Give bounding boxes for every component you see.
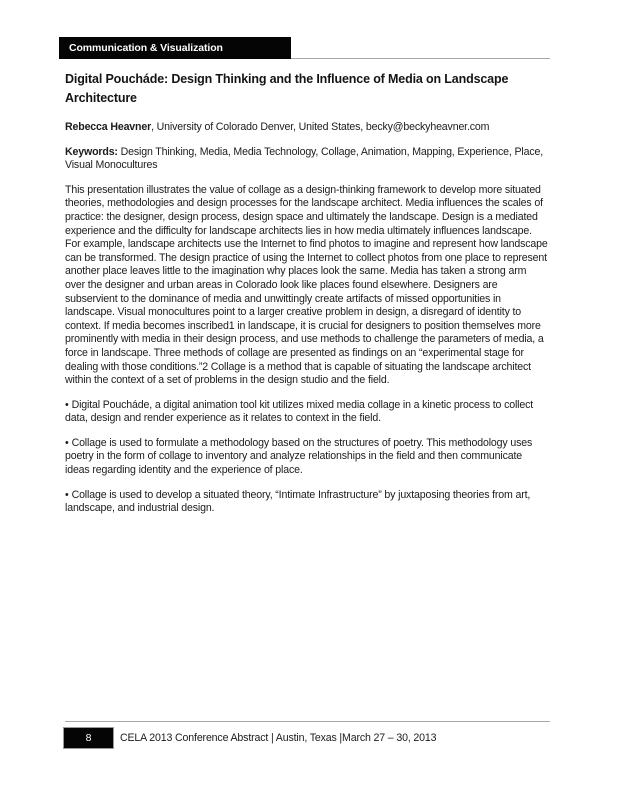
bullet-item [65,399,548,426]
bullet-marker: • [65,436,69,449]
bullet-text: Collage is used to formulate a methodology based on the structures of poetry. This methodology uses poetry in the form of collage to inventory and analyze relationships in the field and then communicate ideas regarding identity and the experience of place. [65,436,533,477]
bullet-text: Digital Poucháde, a digital animation tool kit utilizes mixed media collage in a kinetic process to collect data, design and render experience as it relates to context in the field. [65,398,534,425]
author-line [65,121,548,135]
paper-title: Digital Poucháde: Design Thinking and the Influence of Media on Landscape Architecture [65,72,509,105]
keywords-label: Keywords: [65,145,118,158]
author-name: Rebecca Heavner [65,121,152,133]
bullet-marker: • [65,488,69,501]
category-banner [59,37,291,59]
bullet-marker: • [65,398,69,411]
author-affiliation: , University of Colorado Denver, United States, becky@beckyheavner.com [151,121,490,133]
category-banner-label: Communication & Visualization [69,42,223,54]
abstract-paragraph: This presentation illustrates the value of collage as a design-thinking framework to develop more situated theories, methodologies and design processes for the landscape architect. Media influences the scales of practice: the designer, design process, design space and ultimately the landscape. Design is a mediated experience and the difficulty for landscape architects lies in how media ultimately influences landscape. For example, landscape architects use the Internet to find photos to imagine and represent how landscape can be transformed. The design practice of using the Internet to collect photos from one place to represent another place leaves little to the imagination why places look the same. Media has taken a strong arm over the designer and urban areas in Colorado look like places found elsewhere. Designers are subservient to the dominance of media and unwittingly create artifacts of missed opportunities in landscape. Visual monocultures point to a larger creative problem in design, a disregard of identity to context. If media becomes inscribed1 in landscape, it is crucial for designers to position themselves more prominently with media in their design process, and use methods to challenge the parameters of media, a force in landscape. Three methods of collage are presented as findings on an “experimental stage for dealing with those conditions.”2 Collage is a method that is capable of situating the landscape architect within the context of a set of problems in the design studio and the field. [65,183,548,387]
bullet-item [65,437,548,478]
bullet-text: Collage is used to develop a situated theory, “Intimate Infrastructure” by juxtaposing theories from art, landscape, and industrial design. [65,488,531,515]
footer-text: CELA 2013 Conference Abstract | Austin, Texas |March 27 – 30, 2013 [120,732,437,744]
keywords-text: Design Thinking, Media, Media Technology, Collage, Animation, Mapping, Experience, Place, Visual Monocultures [65,145,544,172]
page-number: 8 [85,732,92,744]
page-number-box [63,727,114,749]
footer-rule [65,721,550,722]
abstract-body [65,70,548,527]
keywords-line [65,146,548,173]
bullet-item [65,489,548,516]
